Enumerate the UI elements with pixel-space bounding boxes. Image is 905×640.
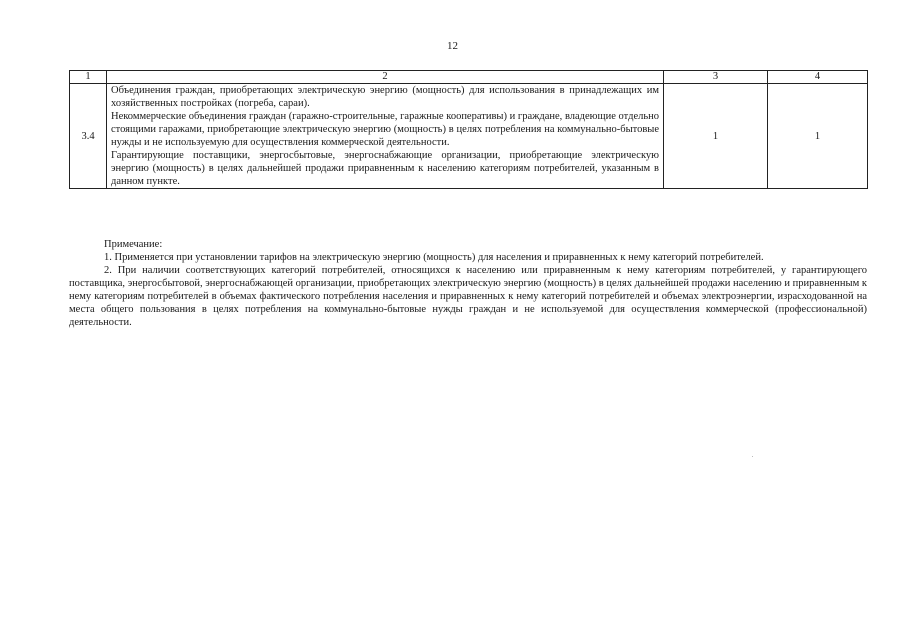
column-header-4: 4 [768, 71, 868, 84]
column-header-2: 2 [107, 71, 664, 84]
description-paragraph: Некоммерческие объединения граждан (гаражно-строительные, гаражные кооперативы) и граждане, владеющие отдельно стоящими гаражами, приобретающие электрическую энергию (мощность) в целях потребления на коммунально-бытовые нужды и не используемую для осуществления коммерческой деятельности. [111, 111, 659, 148]
description-paragraph: Гарантирующие поставщики, энергосбытовые, энергоснабжающие организации, приобретающие электрическую энергию (мощность) в целях дальнейшей продажи приравненным к населению категориям потребителей, указанным в данном пункте. [111, 150, 659, 187]
table-header-row [70, 71, 868, 84]
description-paragraph: Объединения граждан, приобретающих электрическую энергию (мощность) для использования в принадлежащих им хозяйственных постройках (погреба, сараи). [111, 85, 659, 109]
page-number: 12 [447, 40, 458, 52]
tariff-table [69, 70, 868, 189]
row-number: 3.4 [70, 84, 107, 189]
table-row [70, 84, 868, 189]
row-col4-value: 1 [768, 84, 868, 189]
row-description [107, 84, 664, 189]
column-header-3: 3 [664, 71, 768, 84]
column-header-1: 1 [70, 71, 107, 84]
scan-speck [752, 456, 753, 457]
note-item: 1. Применяется при установлении тарифов на электрическую энергию (мощность) для населения и приравненных к нему категорий потребителей. [104, 252, 764, 263]
row-col3-value: 1 [664, 84, 768, 189]
notes-section [69, 238, 867, 329]
notes-title: Примечание: [104, 239, 163, 250]
note-item: 2. При наличии соответствующих категорий потребителей, относящихся к населению или приравненным к нему категориям потребителей, у гарантирующего поставщика, энергосбытовой, энергоснабжающей организации, приобретающих электрическую энергию (мощность) в целях дальнейшей продажи населению и приравненным к нему категориям потребителей в объемах фактического потребления населения и приравненных к нему категорий потребителей и объемах электроэнергии, израсходованной на места общего пользования в целях потребления на коммунально-бытовые нужды граждан и не используемой для осуществления коммерческой (профессиональной) деятельности. [69, 265, 867, 328]
